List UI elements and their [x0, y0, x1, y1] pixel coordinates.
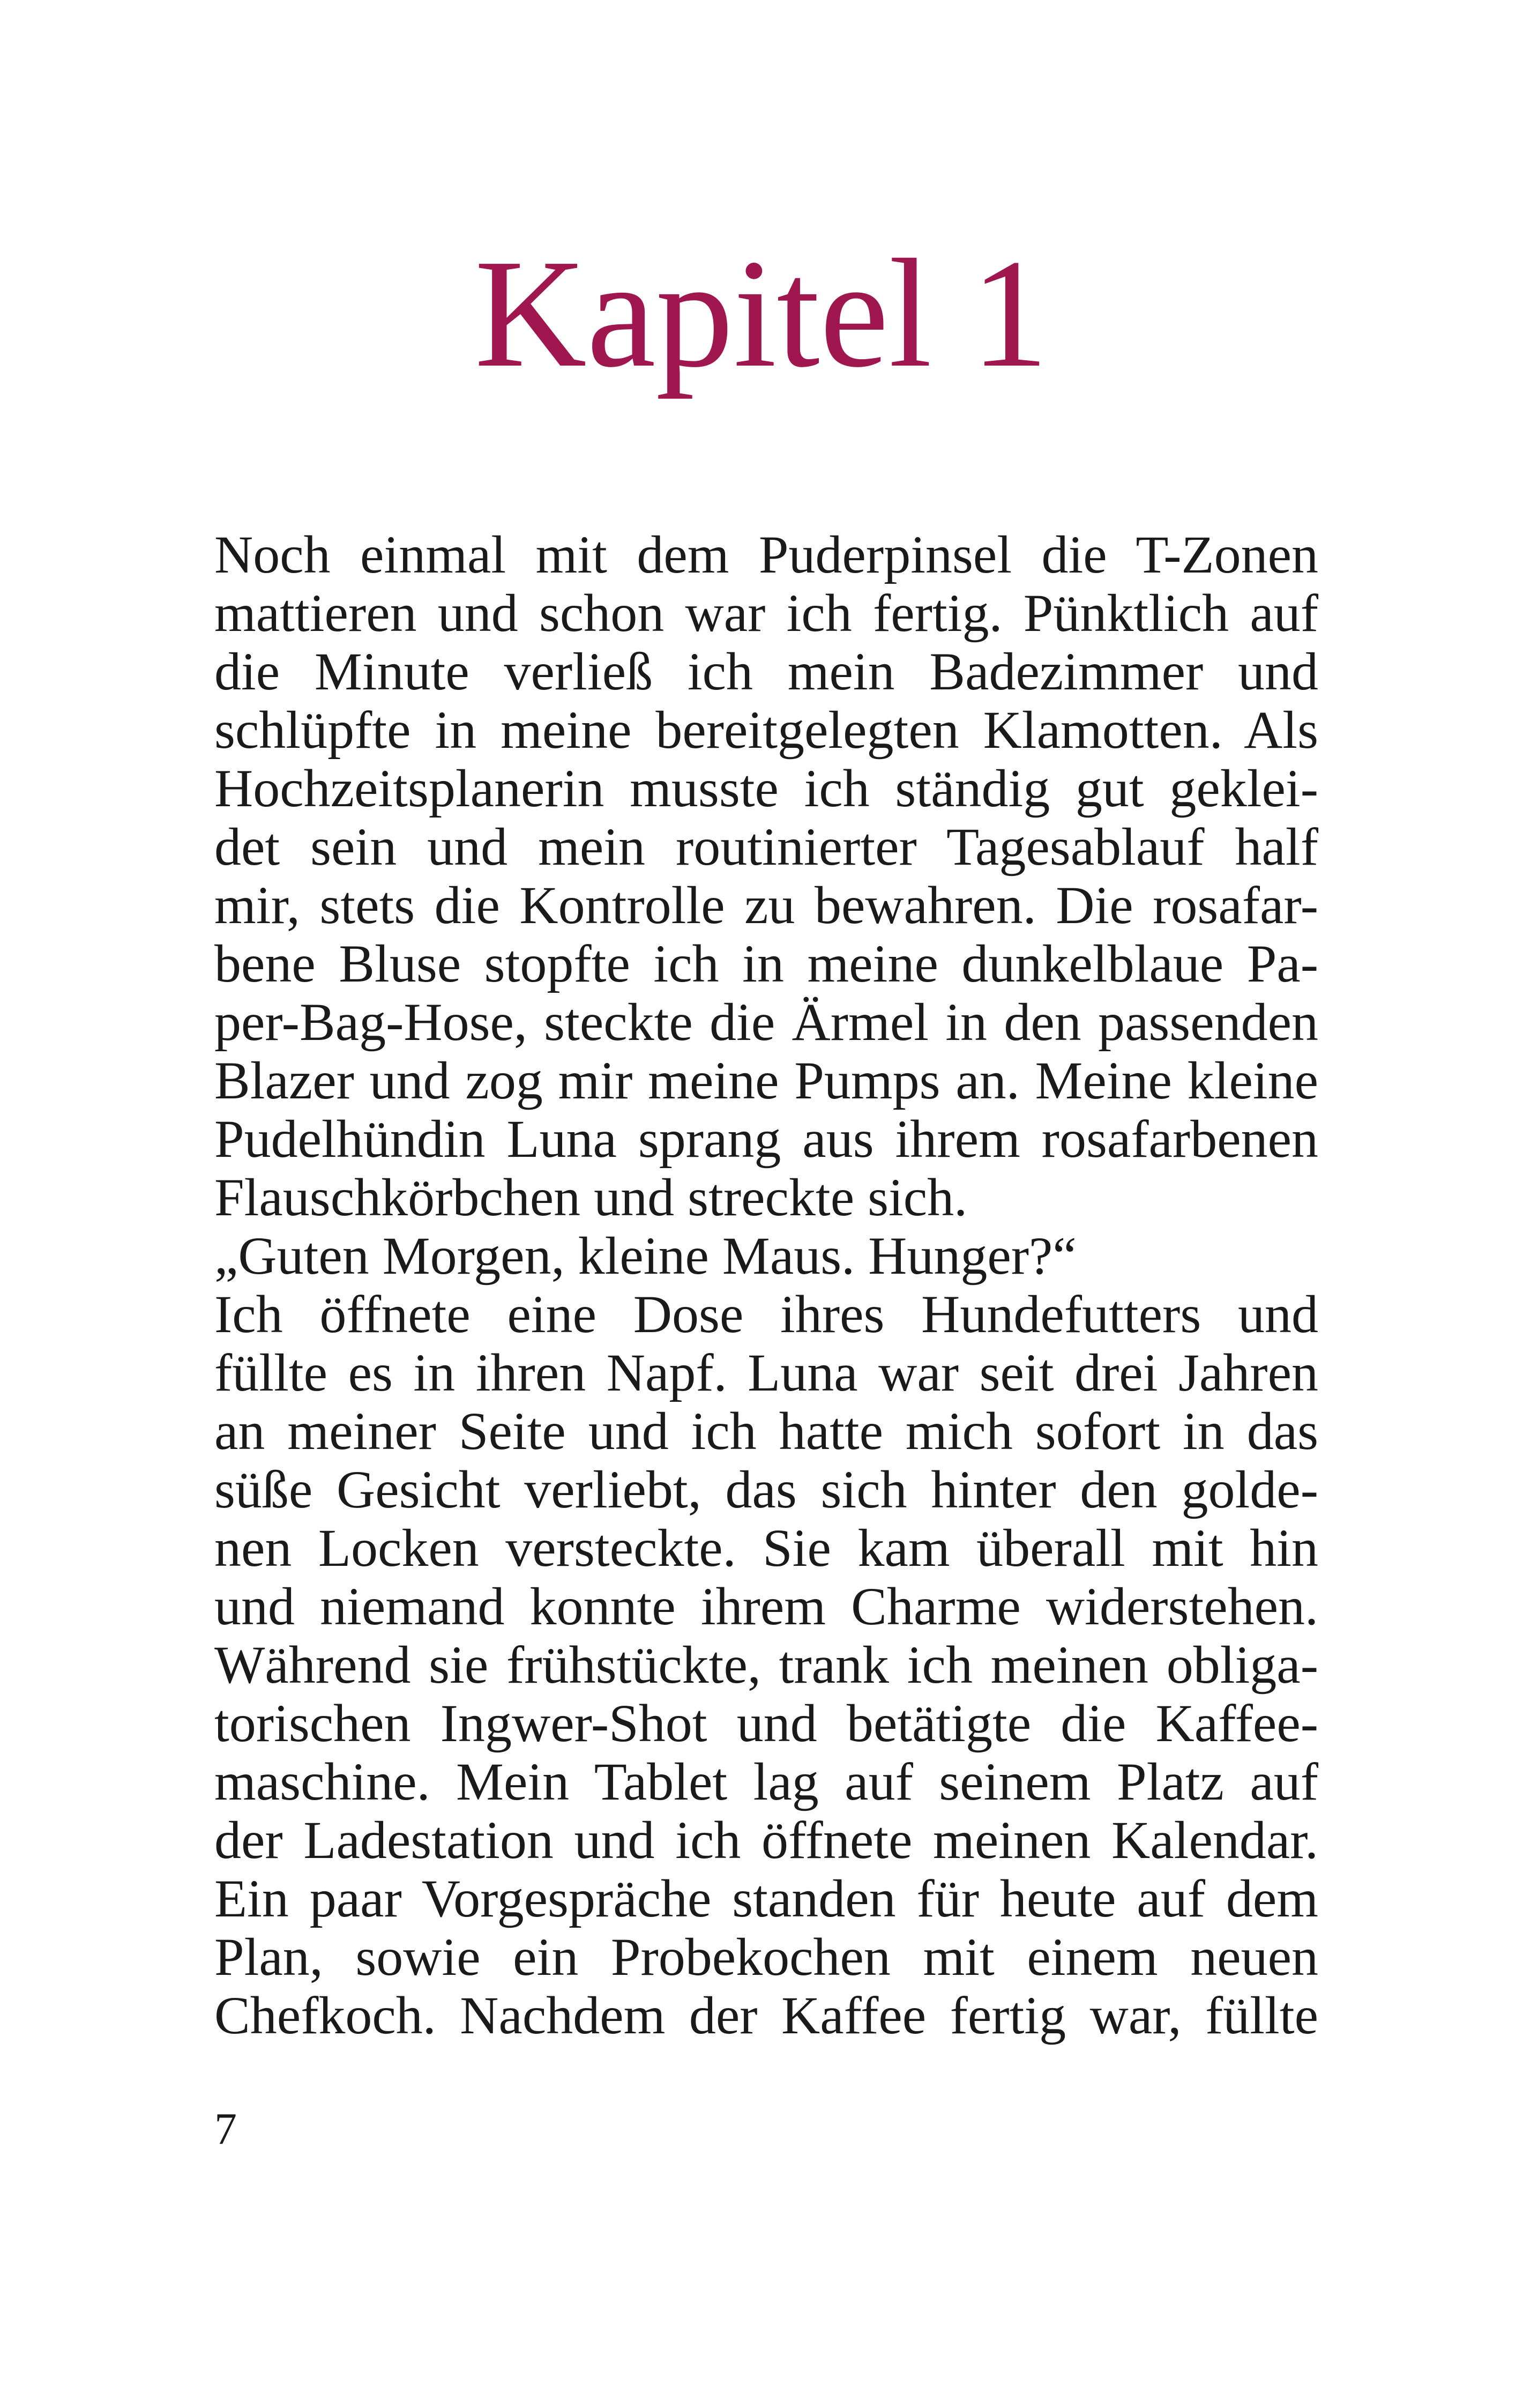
body-text [214, 525, 1318, 2045]
text-line: füllte es in ihren Napf. Luna war seit drei Jahren [214, 1343, 1318, 1402]
text-line: die Minute verließ ich mein Badezimmer und [214, 642, 1318, 701]
text-line: Pudelhündin Luna sprang aus ihrem rosafarbenen [214, 1109, 1318, 1169]
text-line: „Guten Morgen, kleine Maus. Hunger?“ [214, 1226, 1077, 1285]
text-line: per-Bag-Hose, steckte die Ärmel in den passenden [214, 992, 1318, 1052]
text-line: schlüpfte in meine bereitgelegten Klamotten. Als [214, 700, 1318, 760]
page-number: 7 [214, 2104, 237, 2154]
text-line: Während sie frühstückte, trank ich meinen obliga- [214, 1635, 1318, 1694]
text-line: Blazer und zog mir meine Pumps an. Meine kleine [214, 1051, 1318, 1110]
text-line: an meiner Seite und ich hatte mich sofort in das [214, 1401, 1318, 1461]
text-line: Plan, sowie ein Probekochen mit einem neuen [214, 1927, 1318, 1987]
text-line: süße Gesicht verliebt, das sich hinter den golde- [214, 1460, 1318, 1519]
text-line: bene Bluse stopfte ich in meine dunkelblaue Pa- [214, 934, 1318, 993]
text-line: und niemand konnte ihrem Charme widerstehen. [214, 1577, 1318, 1636]
text-line: Flauschkörbchen und streckte sich. [214, 1168, 968, 1227]
text-line: Hochzeitsplanerin musste ich ständig gut geklei- [214, 759, 1318, 818]
text-line: Ein paar Vorgespräche standen für heute auf dem [214, 1869, 1318, 1928]
text-line: det sein und mein routinierter Tagesablauf half [214, 817, 1318, 876]
text-line: torischen Ingwer-Shot und betätigte die Kaffee- [214, 1693, 1318, 1753]
chapter-title: Kapitel 1 [474, 227, 1049, 399]
text-line: Ich öffnete eine Dose ihres Hundefutters und [214, 1284, 1318, 1344]
text-line: mir, stets die Kontrolle zu bewahren. Die rosafar- [214, 875, 1318, 935]
text-line: der Ladestation und ich öffnete meinen Kalendar. [214, 1810, 1318, 1870]
text-line: mattieren und schon war ich fertig. Pünktlich auf [214, 583, 1318, 643]
text-line: Noch einmal mit dem Puderpinsel die T-Zonen [214, 525, 1318, 584]
text-line: maschine. Mein Tablet lag auf seinem Platz auf [214, 1752, 1318, 1811]
text-line: nen Locken versteckte. Sie kam überall mit hin [214, 1518, 1318, 1578]
text-line: Chefkoch. Nachdem der Kaffee fertig war, füllte [214, 1986, 1318, 2045]
